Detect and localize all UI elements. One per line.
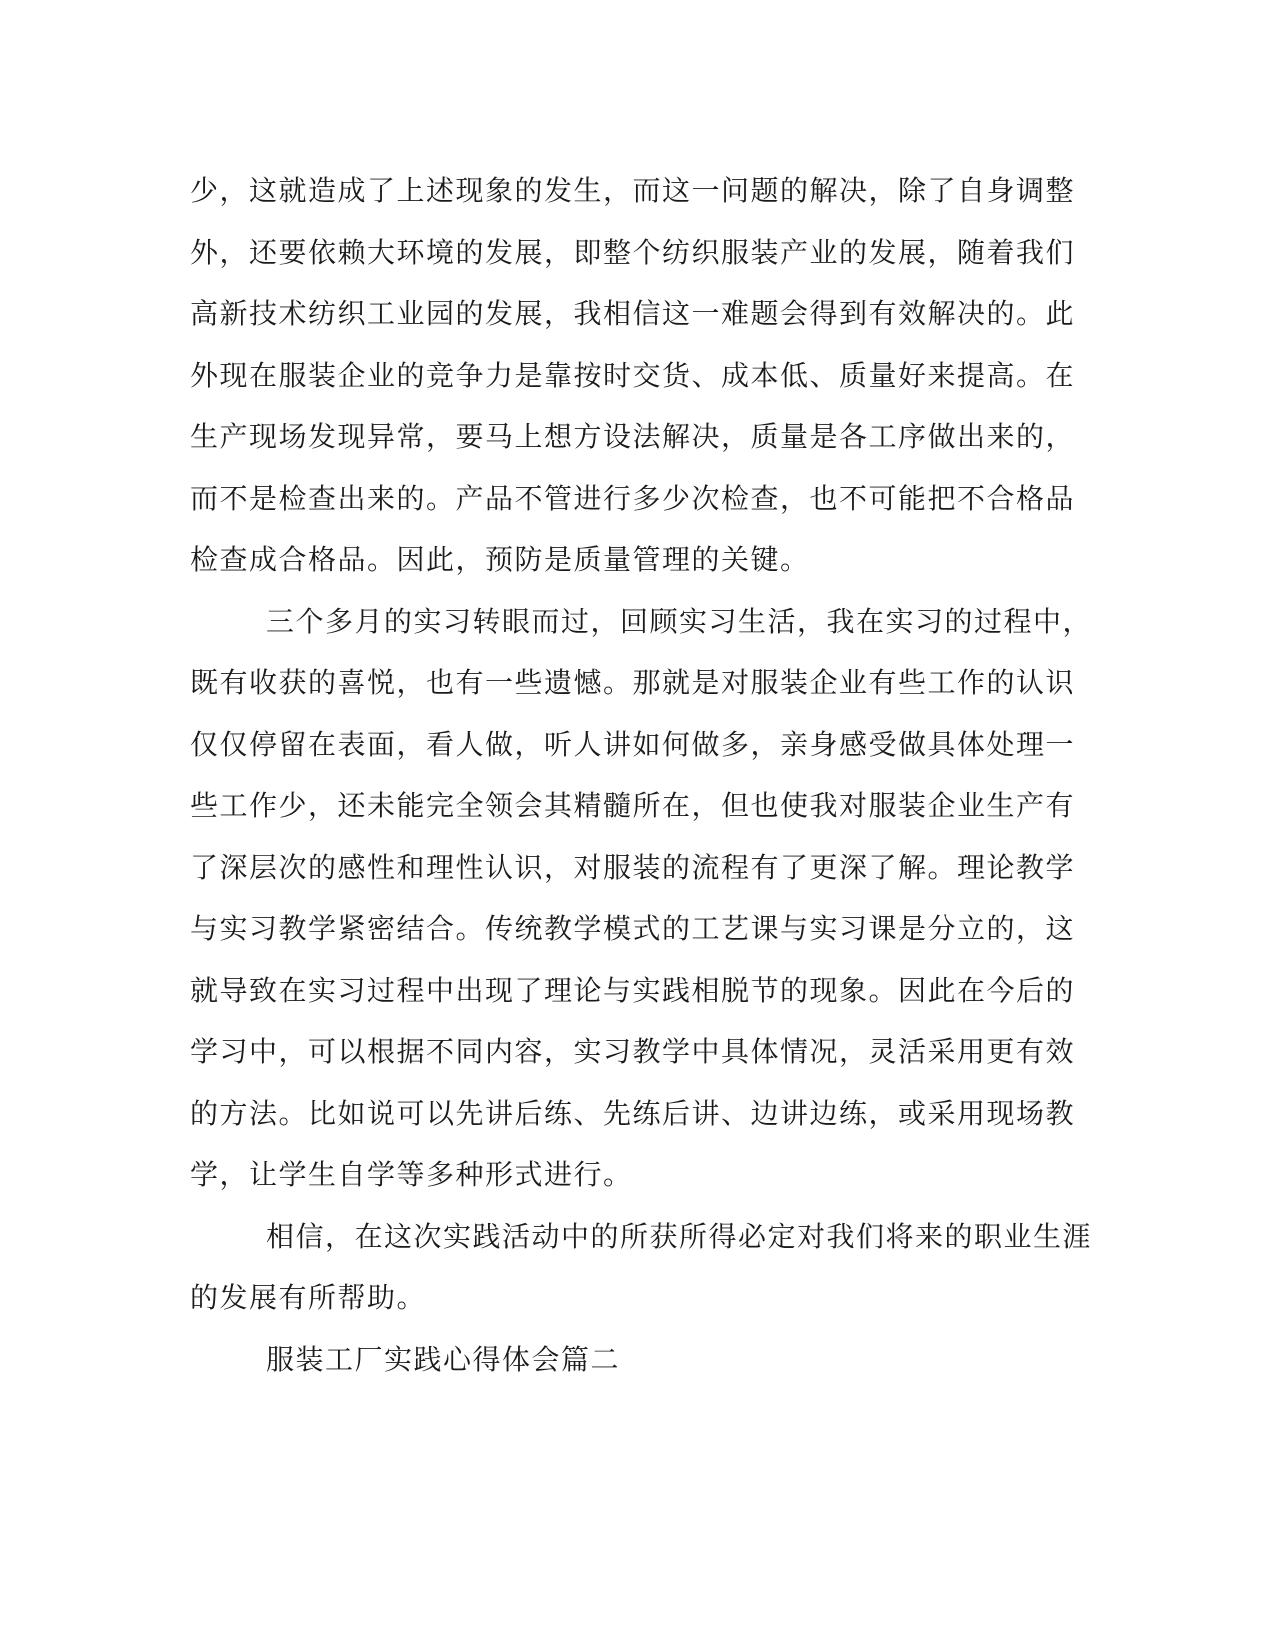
text-line-9: 既有收获的喜悦，也有一些遗憾。那就是对服装企业有些工作的认识 [190, 666, 1076, 699]
text-line-15: 学习中，可以根据不同内容，实习教学中具体情况，灵活采用更有效 [190, 1035, 1076, 1068]
text-line-7: 检查成合格品。因此，预防是质量管理的关键。 [190, 543, 810, 576]
text-line-14: 就导致在实习过程中出现了理论与实践相脱节的现象。因此在今后的 [190, 973, 1076, 1007]
section-heading: 服装工厂实践心得体会篇二 [266, 1342, 621, 1376]
text-line-12: 了深层次的感性和理性认识，对服装的流程有了更深了解。理论教学 [190, 850, 1076, 884]
text-line-16: 的方法。比如说可以先讲后练、先练后讲、边讲边练，或采用现场教 [190, 1096, 1076, 1130]
text-line-1: 少，这就造成了上述现象的发生，而这一问题的解决，除了自身调整 [190, 174, 1076, 207]
text-line-18: 相信，在这次实践活动中的所获所得必定对我们将来的职业生涯 [266, 1219, 1093, 1253]
document-body [190, 160, 1093, 1390]
text-line-13: 与实习教学紧密结合。传统教学模式的工艺课与实习课是分立的，这 [190, 912, 1076, 945]
text-line-3: 高新技术纺织工业园的发展，我相信这一难题会得到有效解决的。此 [190, 297, 1076, 330]
text-line-2: 外，还要依赖大环境的发展，即整个纺织服装产业的发展，随着我们 [190, 235, 1076, 269]
text-line-17: 学，让学生自学等多种形式进行。 [190, 1158, 633, 1191]
text-line-19: 的发展有所帮助。 [190, 1281, 427, 1314]
text-line-11: 些工作少，还未能完全领会其精髓所在，但也使我对服装企业生产有 [190, 789, 1076, 822]
text-line-10: 仅仅停留在表面，看人做，听人讲如何做多，亲身感受做具体处理一 [190, 727, 1076, 761]
text-line-6: 而不是检查出来的。产品不管进行多少次检查，也不可能把不合格品 [190, 481, 1076, 515]
text-line-5: 生产现场发现异常，要马上想方设法解决，质量是各工序做出来的， [190, 420, 1076, 453]
text-line-8: 三个多月的实习转眼而过，回顾实习生活，我在实习的过程中， [266, 604, 1093, 638]
text-line-4: 外现在服装企业的竞争力是靠按时交货、成本低、质量好来提高。在 [190, 358, 1076, 392]
